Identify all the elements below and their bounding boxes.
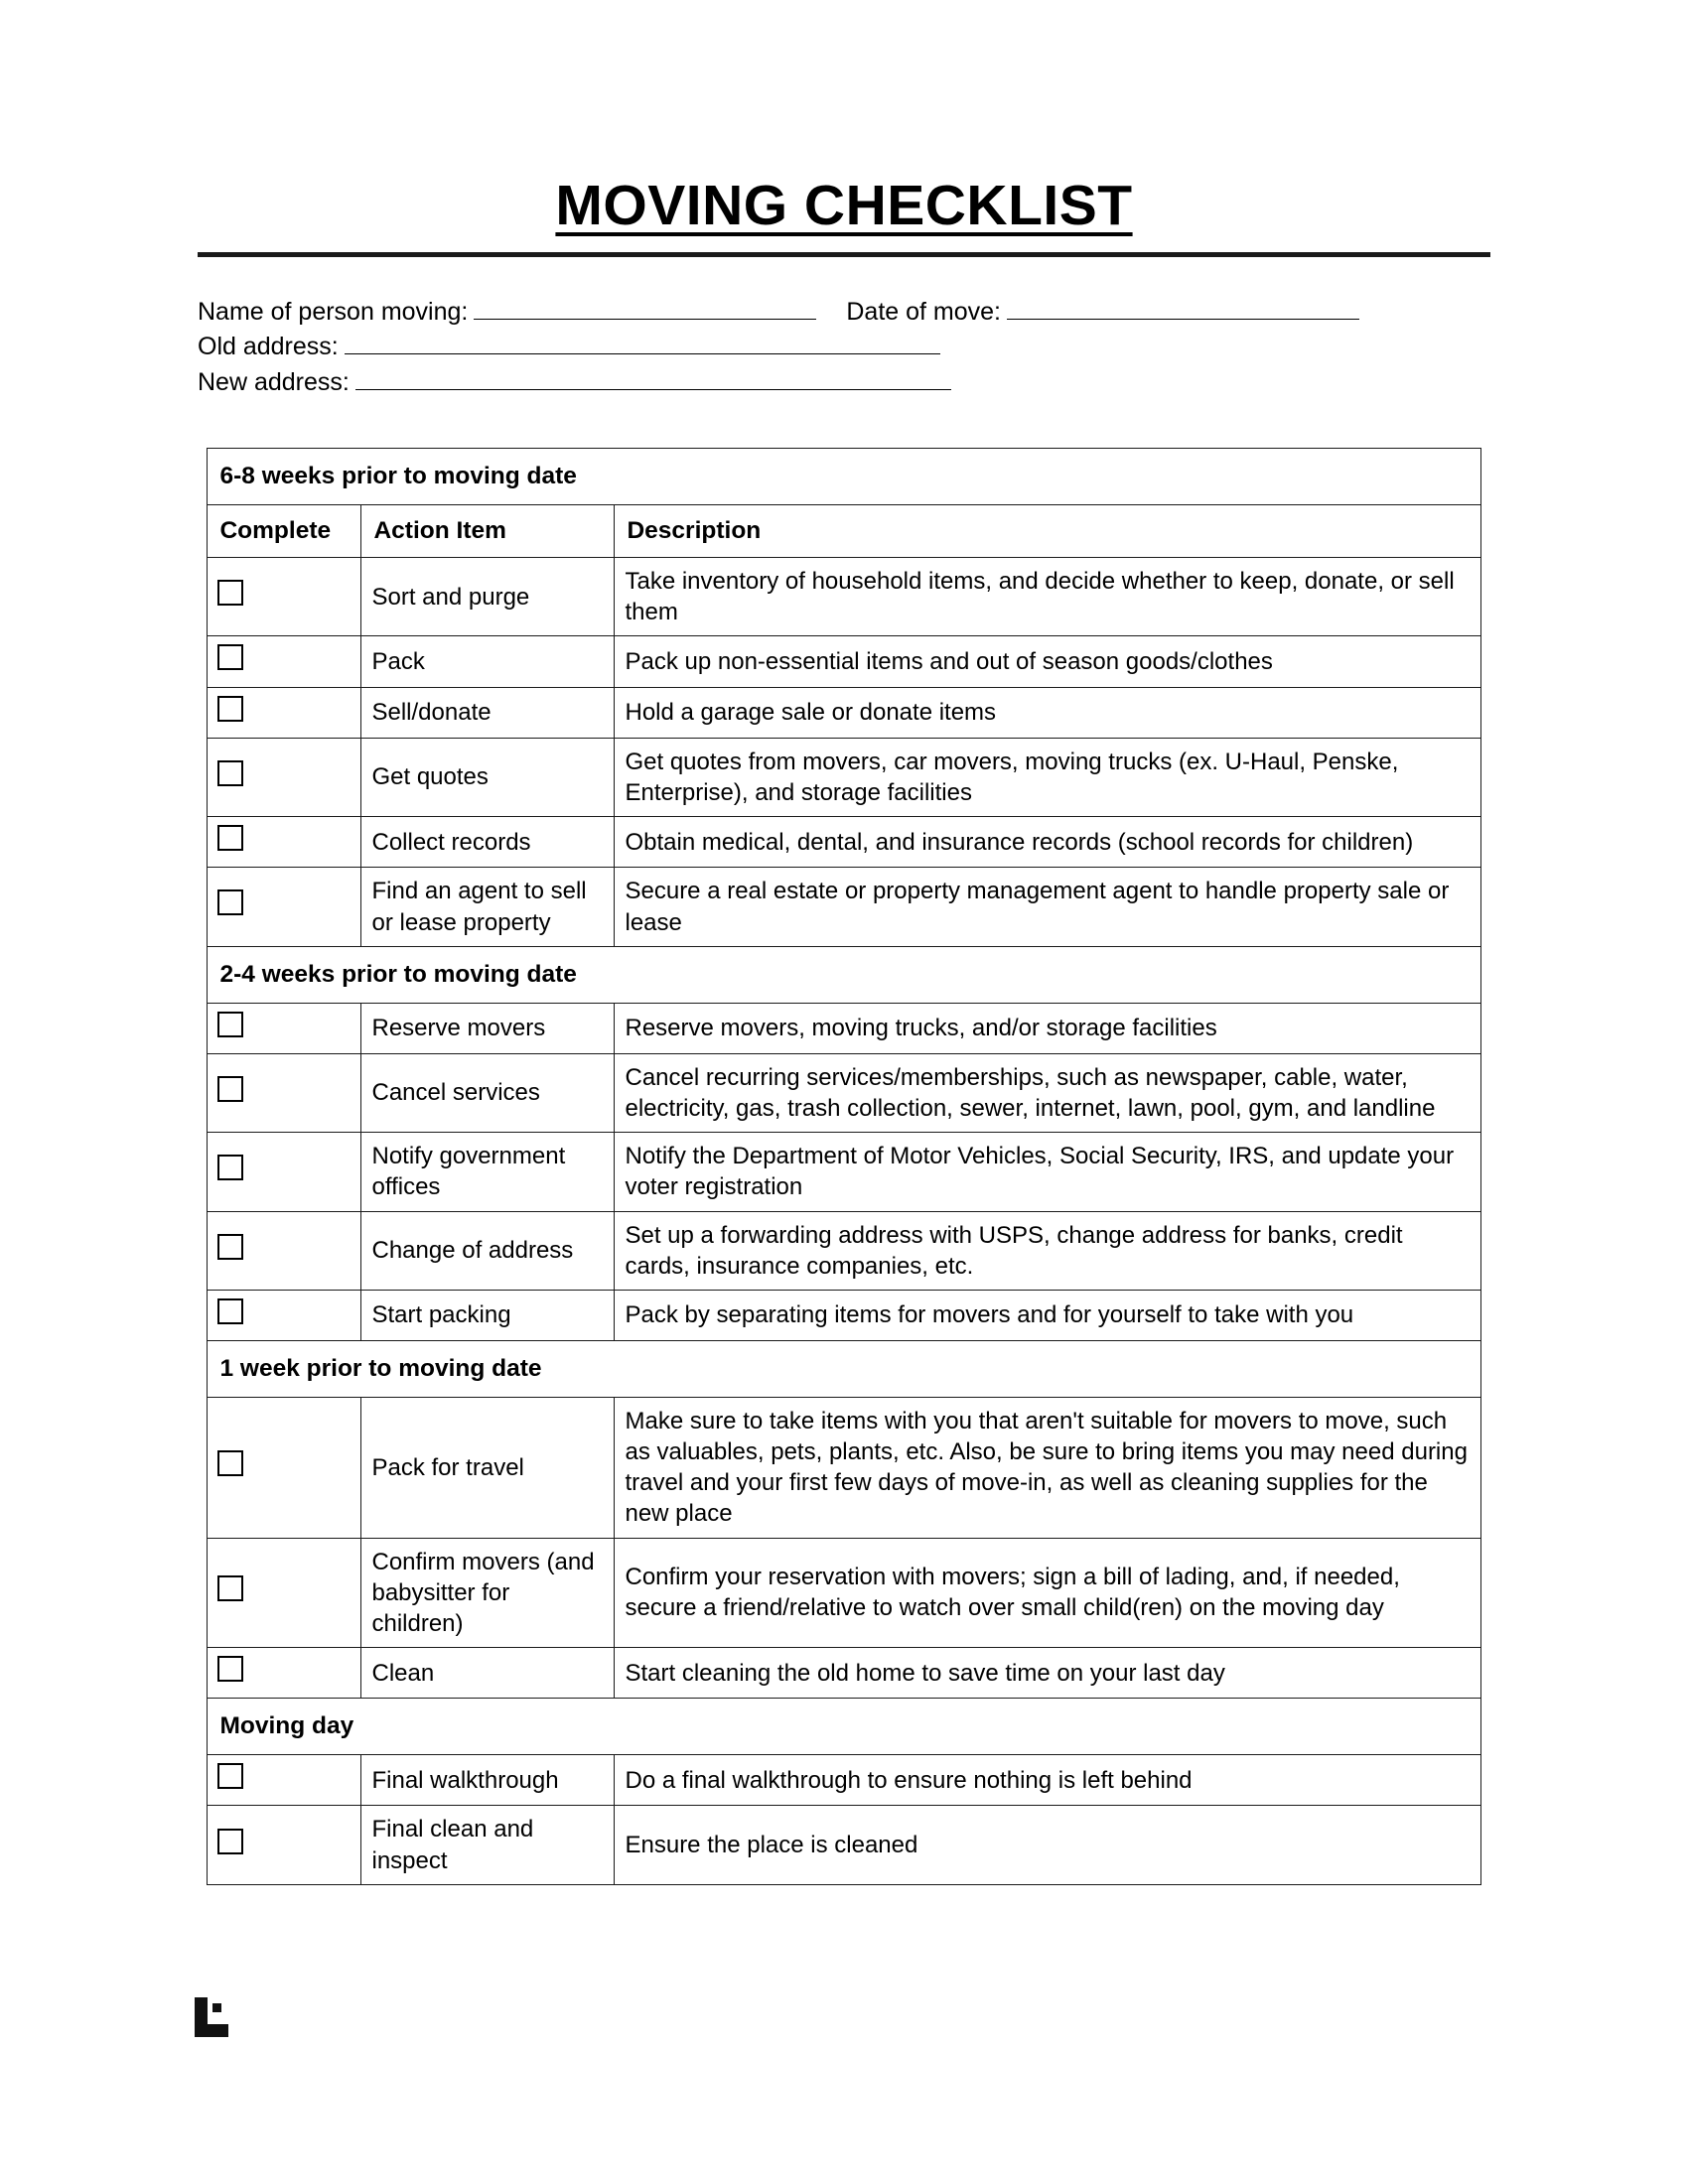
complete-cell[interactable] [208, 687, 361, 738]
checklist-section-header [208, 1699, 1480, 1755]
checklist-section-header [208, 1341, 1480, 1398]
action-item-cell: Final clean and inspect [361, 1806, 615, 1884]
footer-logo [195, 1997, 228, 2037]
checklist-section-header [208, 946, 1480, 1003]
date-input[interactable] [1007, 297, 1359, 320]
checkbox[interactable] [217, 1234, 243, 1260]
table-row [208, 1648, 1480, 1699]
complete-cell[interactable] [208, 868, 361, 946]
complete-cell[interactable] [208, 1211, 361, 1290]
action-item-cell: Reserve movers [361, 1003, 615, 1053]
checkbox[interactable] [217, 760, 243, 786]
complete-cell[interactable] [208, 558, 361, 636]
checkbox[interactable] [217, 580, 243, 606]
date-label: Date of move: [846, 297, 1001, 326]
complete-cell[interactable] [208, 636, 361, 687]
action-item-cell: Notify government offices [361, 1133, 615, 1211]
description-cell: Notify the Department of Motor Vehicles, Social Security, IRS, and update your voter registration [615, 1133, 1480, 1211]
table-row [208, 1003, 1480, 1053]
checkbox[interactable] [217, 1155, 243, 1180]
title-divider [198, 252, 1490, 257]
table-row [208, 558, 1480, 636]
old-address-input[interactable] [345, 332, 940, 354]
complete-cell[interactable] [208, 817, 361, 868]
new-address-input[interactable] [355, 367, 951, 390]
complete-cell[interactable] [208, 1755, 361, 1806]
checkbox[interactable] [217, 1575, 243, 1601]
checklist-section-header [208, 449, 1480, 505]
action-item-cell: Pack for travel [361, 1397, 615, 1538]
table-row [208, 1290, 1480, 1340]
complete-cell[interactable] [208, 1397, 361, 1538]
column-header-action: Action Item [361, 505, 615, 558]
complete-cell[interactable] [208, 1538, 361, 1648]
checklist-column-headers [208, 505, 1480, 558]
complete-cell[interactable] [208, 1003, 361, 1053]
complete-cell[interactable] [208, 1133, 361, 1211]
action-item-cell: Get quotes [361, 738, 615, 816]
checkbox[interactable] [217, 1829, 243, 1854]
field-row-old-address [198, 330, 1490, 365]
action-item-cell: Pack [361, 636, 615, 687]
checkbox[interactable] [217, 1298, 243, 1324]
checkbox[interactable] [217, 644, 243, 670]
action-item-cell: Cancel services [361, 1053, 615, 1132]
description-cell: Ensure the place is cleaned [615, 1806, 1480, 1884]
complete-cell[interactable] [208, 1648, 361, 1699]
field-row-new-address [198, 365, 1490, 401]
field-row-name-date [198, 295, 1490, 331]
table-row [208, 636, 1480, 687]
name-label: Name of person moving: [198, 297, 469, 326]
action-item-cell: Change of address [361, 1211, 615, 1290]
title-block [0, 0, 1688, 257]
action-item-cell: Clean [361, 1648, 615, 1699]
description-cell: Do a final walkthrough to ensure nothing is left behind [615, 1755, 1480, 1806]
checklist-table [207, 448, 1480, 1884]
action-item-cell: Sort and purge [361, 558, 615, 636]
column-header-complete: Complete [208, 505, 361, 558]
table-row [208, 687, 1480, 738]
table-row [208, 1397, 1480, 1538]
table-row [208, 1806, 1480, 1884]
complete-cell[interactable] [208, 1290, 361, 1340]
action-item-cell: Find an agent to sell or lease property [361, 868, 615, 946]
description-cell: Hold a garage sale or donate items [615, 687, 1480, 738]
description-cell: Make sure to take items with you that aren't suitable for movers to move, such as valuables, pets, plants, etc. Also, be sure to bring items you may need during travel and your first few days of move-in, as well as cleaning supplies for the new place [615, 1397, 1480, 1538]
table-row [208, 1053, 1480, 1132]
description-cell: Take inventory of household items, and decide whether to keep, donate, or sell them [615, 558, 1480, 636]
checkbox[interactable] [217, 1763, 243, 1789]
page-title: MOVING CHECKLIST [555, 174, 1133, 237]
checkbox[interactable] [217, 1012, 243, 1037]
description-cell: Obtain medical, dental, and insurance records (school records for children) [615, 817, 1480, 868]
description-cell: Pack by separating items for movers and for yourself to take with you [615, 1290, 1480, 1340]
section-title: Moving day [208, 1699, 1480, 1755]
description-cell: Secure a real estate or property management agent to handle property sale or lease [615, 868, 1480, 946]
description-cell: Get quotes from movers, car movers, moving trucks (ex. U-Haul, Penske, Enterprise), and storage facilities [615, 738, 1480, 816]
description-cell: Start cleaning the old home to save time on your last day [615, 1648, 1480, 1699]
action-item-cell: Sell/donate [361, 687, 615, 738]
checkbox[interactable] [217, 1656, 243, 1682]
section-title: 2-4 weeks prior to moving date [208, 946, 1480, 1003]
table-row [208, 738, 1480, 816]
action-item-cell: Final walkthrough [361, 1755, 615, 1806]
column-header-description: Description [615, 505, 1480, 558]
action-item-cell: Collect records [361, 817, 615, 868]
action-item-cell: Start packing [361, 1290, 615, 1340]
name-input[interactable] [474, 297, 816, 320]
table-row [208, 817, 1480, 868]
checkbox[interactable] [217, 696, 243, 722]
table-row [208, 1133, 1480, 1211]
table-row [208, 1538, 1480, 1648]
section-title: 6-8 weeks prior to moving date [208, 449, 1480, 505]
checkbox[interactable] [217, 889, 243, 915]
table-row [208, 1755, 1480, 1806]
new-address-label: New address: [198, 367, 350, 396]
form-fields [198, 295, 1490, 401]
complete-cell[interactable] [208, 1053, 361, 1132]
description-cell: Set up a forwarding address with USPS, change address for banks, credit cards, insurance companies, etc. [615, 1211, 1480, 1290]
description-cell: Reserve movers, moving trucks, and/or storage facilities [615, 1003, 1480, 1053]
old-address-label: Old address: [198, 333, 339, 361]
complete-cell[interactable] [208, 738, 361, 816]
section-title: 1 week prior to moving date [208, 1341, 1480, 1398]
description-cell: Pack up non-essential items and out of season goods/clothes [615, 636, 1480, 687]
description-cell: Confirm your reservation with movers; sign a bill of lading, and, if needed, secure a friend/relative to watch over small child(ren) on the moving day [615, 1538, 1480, 1648]
checkbox[interactable] [217, 1076, 243, 1102]
description-cell: Cancel recurring services/memberships, such as newspaper, cable, water, electricity, gas, trash collection, sewer, internet, lawn, pool, gym, and landline [615, 1053, 1480, 1132]
checkbox[interactable] [217, 1450, 243, 1476]
complete-cell[interactable] [208, 1806, 361, 1884]
action-item-cell: Confirm movers (and babysitter for children) [361, 1538, 615, 1648]
table-row [208, 1211, 1480, 1290]
table-row [208, 868, 1480, 946]
checkbox[interactable] [217, 825, 243, 851]
legal-templates-logo-icon [195, 1997, 228, 2037]
